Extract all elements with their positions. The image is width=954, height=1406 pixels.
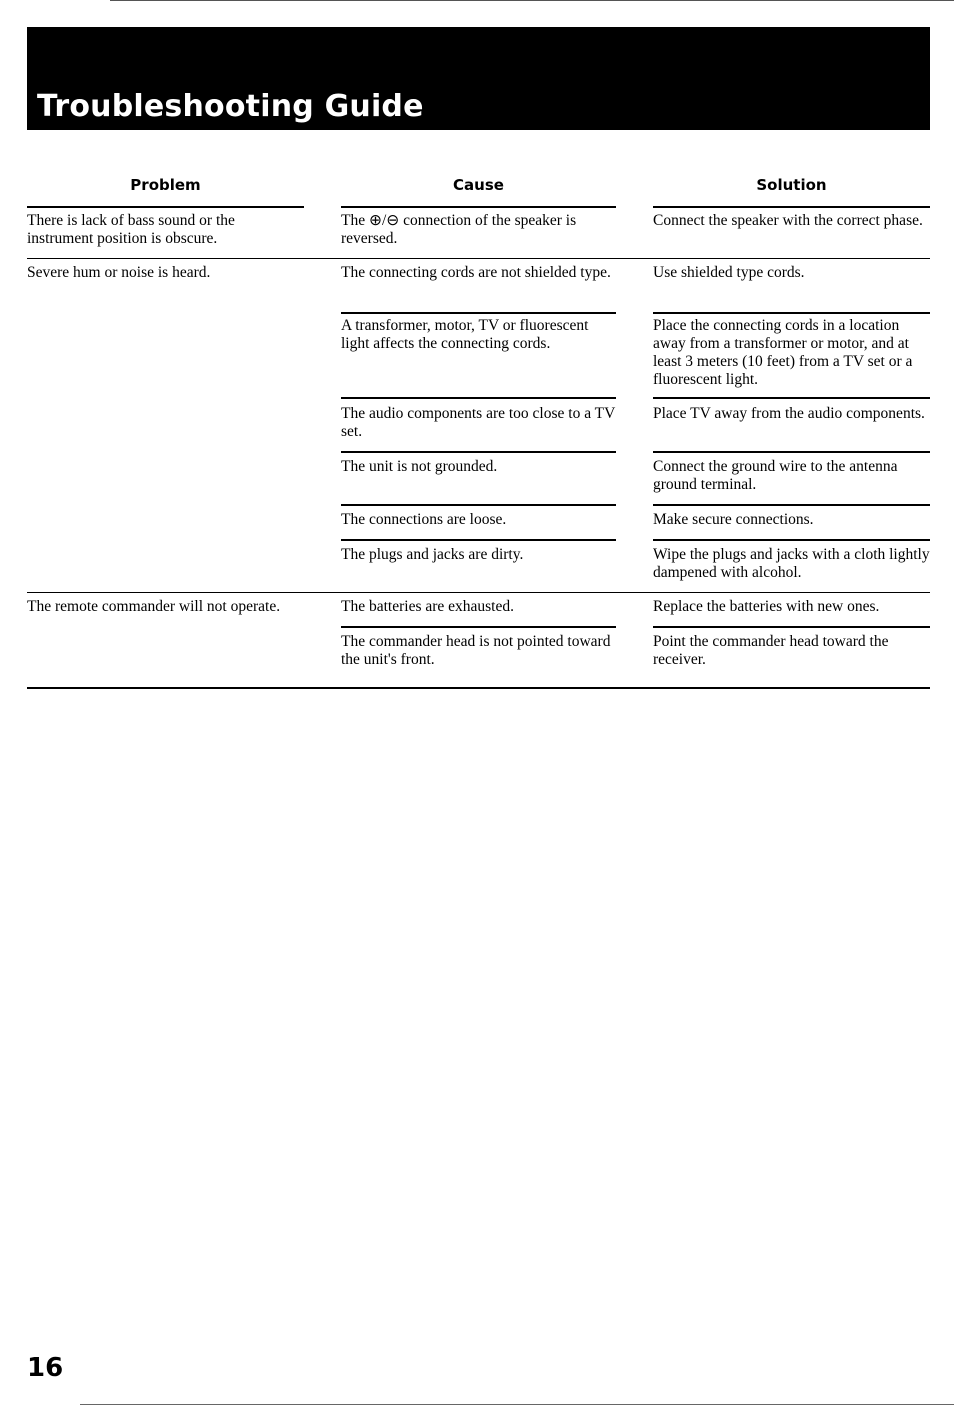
cause-cell: A transformer, motor, TV or fluorescent light affects the connecting cords. xyxy=(341,317,589,352)
column-header-cause: Cause xyxy=(453,176,504,194)
row-divider xyxy=(341,504,616,506)
header-rule-problem xyxy=(27,206,304,208)
table-bottom-rule xyxy=(27,687,930,689)
row-divider xyxy=(653,539,930,541)
top-edge-rule xyxy=(110,0,954,1)
cause-cell: The audio components are too close to a TV set. xyxy=(341,405,616,440)
solution-cell: Place the connecting cords in a location away from a transformer or motor, and at least 3 meters (10 feet) from a TV set or a fluorescent light. xyxy=(653,317,913,388)
row-divider xyxy=(341,451,616,453)
group-divider xyxy=(27,258,930,259)
row-divider xyxy=(653,397,930,399)
problem-cell: The remote commander will not operate. xyxy=(27,598,281,615)
bottom-edge-rule xyxy=(80,1404,954,1405)
row-divider xyxy=(653,451,930,453)
row-divider xyxy=(653,312,930,314)
solution-cell: Connect the speaker with the correct phase. xyxy=(653,212,923,229)
page-number: 16 xyxy=(27,1353,64,1383)
cause-cell: The connections are loose. xyxy=(341,511,507,528)
solution-cell: Place TV away from the audio components. xyxy=(653,405,925,422)
column-header-problem: Problem xyxy=(130,176,201,194)
cause-cell: The batteries are exhausted. xyxy=(341,598,514,615)
solution-cell: Wipe the plugs and jacks with a cloth lightly dampened with alcohol. xyxy=(653,546,930,581)
page-title: Troubleshooting Guide xyxy=(37,89,424,124)
row-divider xyxy=(653,504,930,506)
group-divider xyxy=(27,592,930,593)
cause-cell: The ⊕/⊖ connection of the speaker is reversed. xyxy=(341,212,577,247)
solution-cell: Point the commander head toward the receiver. xyxy=(653,633,889,668)
title-banner xyxy=(27,27,930,130)
row-divider xyxy=(653,626,930,628)
row-divider xyxy=(341,539,616,541)
column-header-solution: Solution xyxy=(756,176,827,194)
problem-cell: There is lack of bass sound or the instrument position is obscure. xyxy=(27,212,235,247)
solution-cell: Use shielded type cords. xyxy=(653,264,805,281)
solution-cell: Replace the batteries with new ones. xyxy=(653,598,880,615)
solution-cell: Connect the ground wire to the antenna ground terminal. xyxy=(653,458,898,493)
cause-cell: The connecting cords are not shielded type. xyxy=(341,264,611,281)
header-rule-cause xyxy=(341,206,616,208)
cause-cell: The unit is not grounded. xyxy=(341,458,498,475)
row-divider xyxy=(341,312,616,314)
row-divider xyxy=(341,397,616,399)
row-divider xyxy=(341,626,616,628)
solution-cell: Make secure connections. xyxy=(653,511,814,528)
cause-cell: The commander head is not pointed toward the unit's front. xyxy=(341,633,611,668)
header-rule-solution xyxy=(653,206,930,208)
cause-cell: The plugs and jacks are dirty. xyxy=(341,546,524,563)
problem-cell: Severe hum or noise is heard. xyxy=(27,264,211,281)
